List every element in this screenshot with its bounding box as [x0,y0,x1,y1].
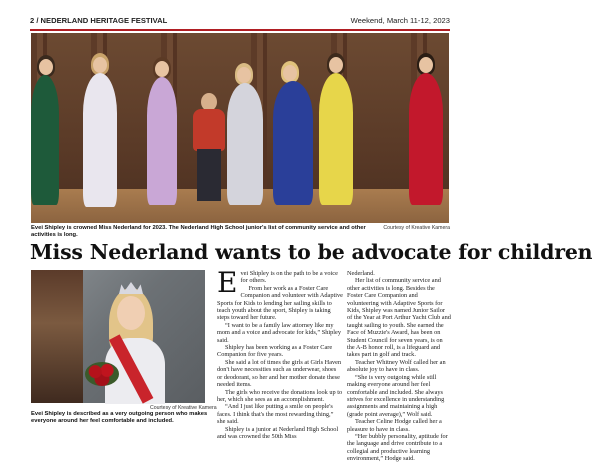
article-paragraph: “And I just like putting a smile on people's faces. I think that's the most rewarding thing,” she said. [217,403,334,426]
section-label: 2 / NEDERLAND HERITAGE FESTIVAL [30,16,168,25]
presenter-figure [189,93,229,197]
page-header [30,16,450,28]
header-rule [30,29,450,31]
article-paragraph: The girls who receive the donations look up to her, which she sees as an accomplishment. [217,388,343,403]
roses-bouquet [85,362,119,386]
drop-cap: E [217,266,238,299]
article-paragraph: Evei Shipley is on the path to be a voice for others. [217,266,338,299]
article-paragraph: Teacher Whitney Wolf called her an absolute joy to have in class. [347,358,446,374]
article-paragraph: “Her bubbly personality, aptitude for the language and drive contribute to a collegial and productive learning environment,” Hodge said. [347,432,448,463]
top-photo-credit: Courtesy of Kreative Kamera [383,225,450,231]
article-paragraph: From her work as a Foster Care Companion and volunteer with Adaptive Sports for Kids to lending her sailing skills to teach youth about the sport, Shipley is taking steps toward her future. [217,284,343,322]
article-headline: Miss Nederland wants to be advocate for children [30,240,592,264]
article-paragraph: “She is very outgoing while still making everyone around her feel comfortable and included. She always strives for excellence in understanding assignments and maintaining a high (grade point average),” Wolf said. [347,373,445,418]
portrait-credit: Courtesy of Kreative Kamera [150,405,217,411]
article-column-2 [347,270,451,463]
article-column-1 [217,266,343,440]
crown-icon [119,282,143,294]
top-photo-caption: Evei Shipley is crowned Miss Nederland for 2023. The Nederland High School junior's list of community service and other activities is long. [31,225,366,238]
issue-date: Weekend, March 11-12, 2023 [350,16,450,25]
portrait-photo [31,270,205,403]
portrait-caption: Evei Shipley is described as a very outgoing person who makes everyone around her feel comfortable and included. [31,411,208,424]
article-paragraph: She said a lot of times the girls at Girls Haven don't have necessities such as underwear, shoes or deodorant, so her and her mother donate these needed items. [217,358,342,389]
article-paragraph: Teacher Celine Hodge called her a pleasure to have in class. [347,418,442,433]
article-paragraph: Nederland. [347,270,375,277]
article-paragraph: Shipley is a junior at Nederland High School and was crowned the 50th Miss [217,425,339,440]
article-paragraph: Shipley has been working as a Foster Care Companion for five years. [217,344,333,359]
article-paragraph: Her list of community service and other activities is long. Besides the Foster Care Companion and volunteering with Adaptive Sports for Kids, Shipley was named Junior Sailor of the Year at Port Arthur Yacht Club and taught sailing to youth. She earned the Face of Muzzie's Award, has been on Student Council for seven years, is on the A-B honor roll, is a lifeguard and takes part in golf and track. [347,277,451,359]
crowning-photo [31,33,449,223]
article-paragraph: “I want to be a family law attorney like my mom and a voice and advocate for kids,” Shipley said. [217,321,341,344]
